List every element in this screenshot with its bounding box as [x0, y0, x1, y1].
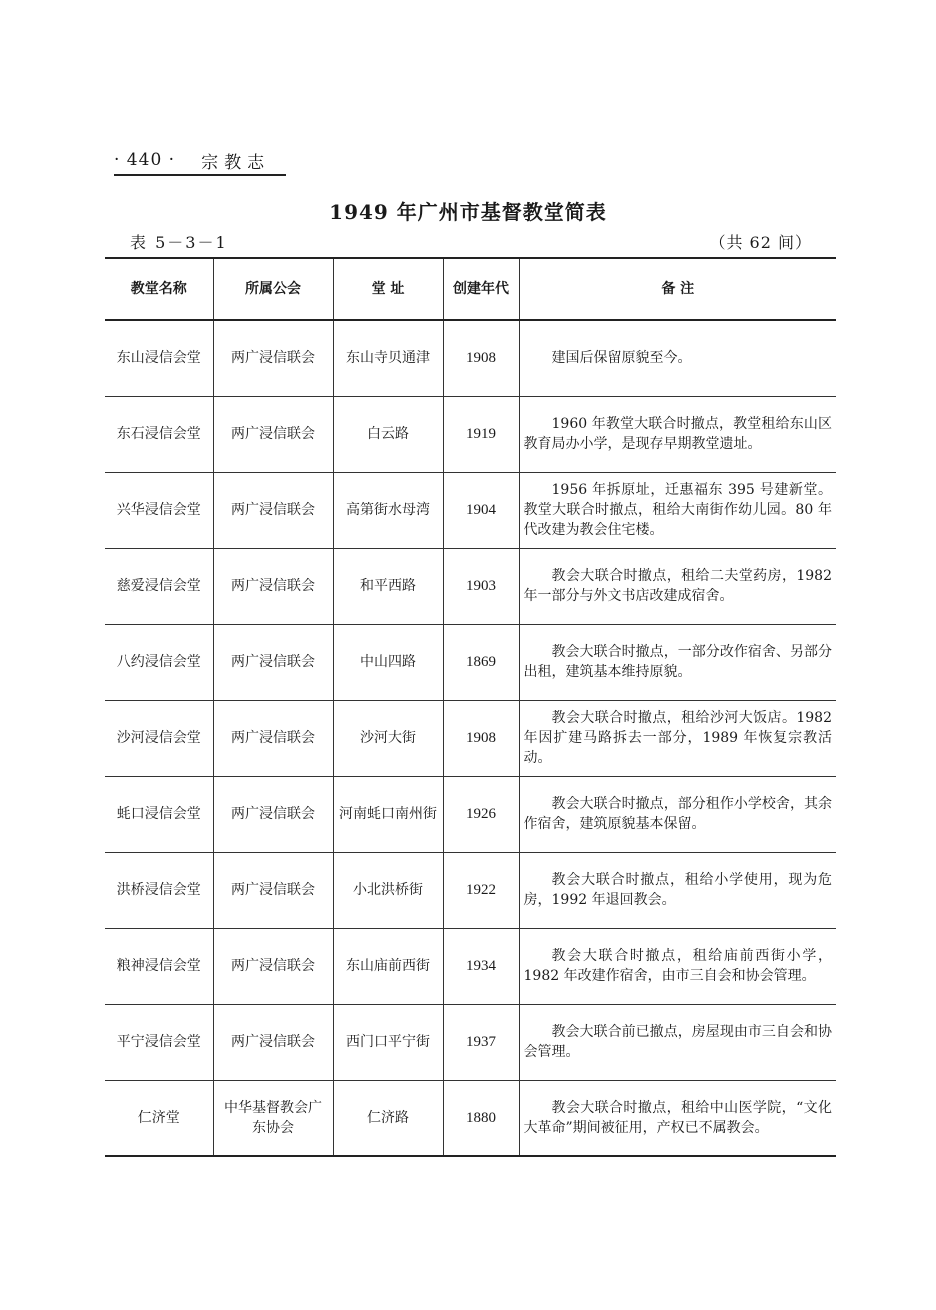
cell-founded-year: 1934	[443, 928, 519, 1004]
header-founded-year: 创建年代	[443, 258, 519, 320]
table-row	[105, 700, 836, 776]
cell-church-name: 蚝口浸信会堂	[105, 776, 213, 852]
cell-address: 白云路	[333, 396, 443, 472]
cell-remarks: 教会大联合时撤点，租给中山医学院，“文化大革命”期间被征用，产权已不属教会。	[519, 1080, 836, 1156]
cell-church-name: 东山浸信会堂	[105, 320, 213, 396]
cell-address: 仁济路	[333, 1080, 443, 1156]
cell-church-name: 慈爱浸信会堂	[105, 548, 213, 624]
cell-church-name: 八约浸信会堂	[105, 624, 213, 700]
cell-founded-year: 1908	[443, 700, 519, 776]
cell-association: 两广浸信联会	[213, 928, 333, 1004]
table-row	[105, 1080, 836, 1156]
cell-association: 两广浸信联会	[213, 1004, 333, 1080]
table-count: （共 62 间）	[709, 233, 812, 252]
cell-association: 两广浸信联会	[213, 472, 333, 548]
table-row	[105, 776, 836, 852]
cell-association: 两广浸信联会	[213, 396, 333, 472]
table-row	[105, 396, 836, 472]
table-row	[105, 472, 836, 548]
page-number: · 440 ·	[114, 150, 176, 170]
table-title: 1949 年广州市基督教堂简表	[329, 200, 607, 224]
table-row	[105, 320, 836, 396]
table-row	[105, 928, 836, 1004]
cell-address: 西门口平宁街	[333, 1004, 443, 1080]
running-head	[114, 146, 286, 176]
cell-address: 河南蚝口南州街	[333, 776, 443, 852]
cell-address: 和平西路	[333, 548, 443, 624]
cell-founded-year: 1903	[443, 548, 519, 624]
cell-founded-year: 1880	[443, 1080, 519, 1156]
cell-remarks: 教会大联合时撤点，部分租作小学校舍，其余作宿舍，建筑原貌基本保留。	[519, 776, 836, 852]
cell-remarks: 教会大联合时撤点，租给二夫堂药房，1982 年一部分与外文书店改建成宿舍。	[519, 548, 836, 624]
cell-founded-year: 1904	[443, 472, 519, 548]
cell-founded-year: 1919	[443, 396, 519, 472]
cell-address: 东山寺贝通津	[333, 320, 443, 396]
cell-association: 两广浸信联会	[213, 700, 333, 776]
cell-remarks: 教会大联合前已撤点，房屋现由市三自会和协会管理。	[519, 1004, 836, 1080]
header-remarks: 备 注	[519, 258, 836, 320]
cell-remarks: 教会大联合时撤点，租给庙前西街小学，1982 年改建作宿舍，由市三自会和协会管理。	[519, 928, 836, 1004]
cell-address: 沙河大街	[333, 700, 443, 776]
cell-remarks: 建国后保留原貌至今。	[519, 320, 836, 396]
church-table	[105, 257, 836, 1157]
header-address: 堂 址	[333, 258, 443, 320]
cell-remarks: 教会大联合时撤点，一部分改作宿舍、另部分出租，建筑基本维持原貌。	[519, 624, 836, 700]
cell-founded-year: 1908	[443, 320, 519, 396]
cell-founded-year: 1869	[443, 624, 519, 700]
cell-association: 两广浸信联会	[213, 548, 333, 624]
cell-church-name: 仁济堂	[105, 1080, 213, 1156]
cell-address: 小北洪桥街	[333, 852, 443, 928]
table-header-row	[105, 258, 836, 320]
cell-church-name: 粮神浸信会堂	[105, 928, 213, 1004]
cell-remarks: 1960 年教堂大联合时撤点，教堂租给东山区教育局办小学，是现存早期教堂遗址。	[519, 396, 836, 472]
header-association: 所属公会	[213, 258, 333, 320]
cell-church-name: 沙河浸信会堂	[105, 700, 213, 776]
cell-remarks: 1956 年拆原址，迁惠福东 395 号建新堂。教堂大联合时撤点，租给大南街作幼儿园。80 年代改建为教会住宅楼。	[519, 472, 836, 548]
cell-founded-year: 1926	[443, 776, 519, 852]
cell-address: 中山四路	[333, 624, 443, 700]
table-row	[105, 1004, 836, 1080]
cell-remarks: 教会大联合时撤点，租给小学使用，现为危房，1992 年退回教会。	[519, 852, 836, 928]
header-church-name: 教堂名称	[105, 258, 213, 320]
table-id: 表 5－3－1	[130, 233, 228, 252]
cell-founded-year: 1937	[443, 1004, 519, 1080]
cell-association: 两广浸信联会	[213, 624, 333, 700]
cell-church-name: 洪桥浸信会堂	[105, 852, 213, 928]
cell-remarks: 教会大联合时撤点，租给沙河大饭店。1982 年因扩建马路拆去一部分，1989 年恢复宗教活动。	[519, 700, 836, 776]
cell-founded-year: 1922	[443, 852, 519, 928]
table-row	[105, 852, 836, 928]
cell-association: 中华基督教会广东协会	[213, 1080, 333, 1156]
cell-address: 东山庙前西街	[333, 928, 443, 1004]
cell-association: 两广浸信联会	[213, 320, 333, 396]
cell-address: 高第街水母湾	[333, 472, 443, 548]
cell-association: 两广浸信联会	[213, 776, 333, 852]
table-row	[105, 624, 836, 700]
table-row	[105, 548, 836, 624]
cell-association: 两广浸信联会	[213, 852, 333, 928]
cell-church-name: 兴华浸信会堂	[105, 472, 213, 548]
cell-church-name: 东石浸信会堂	[105, 396, 213, 472]
table-body	[105, 320, 836, 1156]
cell-church-name: 平宁浸信会堂	[105, 1004, 213, 1080]
section-title: 宗教志	[201, 152, 271, 173]
